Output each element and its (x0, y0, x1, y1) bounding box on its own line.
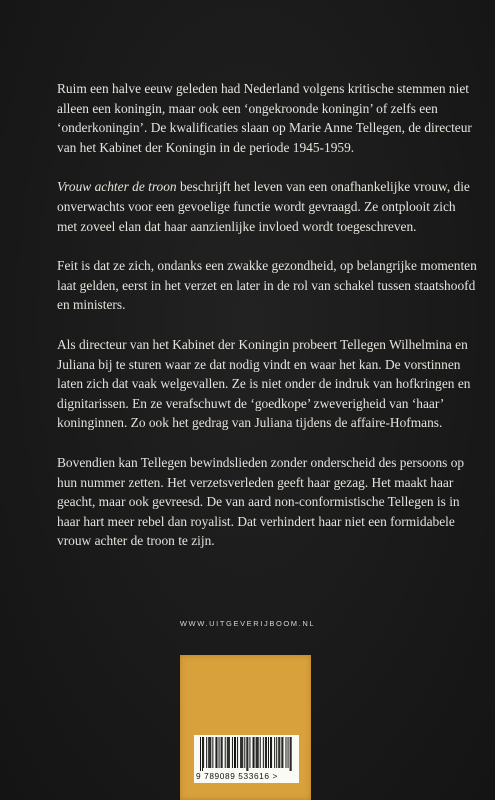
barcode-bar (247, 737, 248, 771)
barcode-bar (274, 737, 275, 768)
book-title-italic: Vrouw achter de troon (57, 179, 177, 195)
blurb-paragraph-1: Ruim een halve eeuw geleden had Nederland volgens kritische stemmen niet alleen een koningin, maar ook een ‘ongekroonde koningin’ of zelfs een ‘onderkoningin’. De kwalificaties slaan op Marie Anne Tellegen, de directeur van het Kabinet der Koningin in de periode 1945-1959. (57, 81, 472, 155)
barcode-bar (291, 737, 292, 771)
barcode-bar (241, 737, 242, 768)
barcode-bar (228, 737, 229, 768)
barcode-sticker (180, 655, 311, 800)
barcode-bar (254, 737, 255, 768)
barcode-bar (202, 737, 203, 771)
barcode-bar (266, 737, 267, 768)
barcode-bar (249, 737, 250, 768)
barcode-bar (225, 737, 226, 768)
barcode-bar (206, 737, 207, 768)
blurb-paragraph-4: Als directeur van het Kabinet der Koningin probeert Tellegen Wilhelmina en Juliana bij te sturen waar ze dat nodig vindt en waar het kan. De vorstinnen laten zich dat vaak welgevallen. Ze is niet onder de indruk van hofkringen en dignitarissen. En ze verafschuwt de ‘goedkope’ zweverigheid van ‘haar’ koninginnen. Zo ook het gedrag van Juliana tijdens de affaire-Hofmans. (57, 336, 471, 431)
barcode-bar (253, 737, 254, 768)
barcode-bar (270, 737, 271, 768)
barcode-bar (290, 737, 291, 771)
blurb-paragraph-3: Feit is dat ze zich, ondanks een zwakke gezondheid, op belangrijke momenten laat gelden, eerst in het verzet en later in de rol van schakel tussen staatshoofd en ministers. (57, 258, 477, 313)
barcode-bar (200, 737, 201, 771)
barcode-bar (212, 737, 213, 768)
barcode-bar (288, 737, 289, 768)
barcode-bar (257, 737, 258, 768)
barcode-bar (210, 737, 211, 768)
barcode-area (194, 735, 299, 783)
barcode-bar (279, 737, 280, 768)
barcode-bar (276, 737, 277, 768)
barcode-bar (268, 737, 269, 768)
barcode-bar (232, 737, 233, 768)
barcode-bar (216, 737, 217, 768)
barcode-bar (209, 737, 210, 768)
publisher-url: WWW.UITGEVERIJBOOM.NL (179, 619, 316, 628)
barcode-bar (229, 737, 230, 768)
barcode-bar (215, 737, 216, 768)
barcode-bar (278, 737, 279, 768)
barcode-bar (234, 737, 235, 768)
barcode-bar (256, 737, 257, 768)
barcode-bar (282, 737, 283, 768)
barcode-bar (285, 737, 286, 768)
barcode-bar (258, 737, 259, 768)
barcode-bar (221, 737, 222, 768)
blurb-paragraph-2-rest: beschrijft het leven van een onafhankelijke vrouw, die onverwachts voor een gevoelige functie wordt gevraagd. Ze ontplooit zich met zoveel elan dat haar aanzienlijke invloed wordt toegeschreven. (57, 179, 470, 234)
barcode-bar (244, 737, 245, 768)
barcode-bar (265, 737, 266, 768)
blurb-paragraph-5: Bovendien kan Tellegen bewindslieden zonder onderscheid des persoons op hun nummer zetten. Het verzetsverleden geeft haar gezag. Het maakt haar geacht, maar ook gevreesd. De van aard non-conformistische Tellegen is in haar hart meer rebel dan royalist. Dat verhindert haar niet een formidabele vrouw achter de troon te zijn. (57, 454, 465, 549)
barcode-bar (222, 737, 223, 768)
barcode-bar (271, 737, 272, 768)
barcode-bar (203, 737, 204, 768)
barcode-bar (281, 737, 282, 768)
blurb-text (57, 79, 477, 571)
barcode-bar (237, 737, 238, 768)
barcode-bar (235, 737, 236, 768)
barcode-bar (242, 737, 243, 768)
barcode-bar (208, 737, 209, 768)
blurb-paragraph-2 (57, 177, 477, 236)
barcode-bars (200, 737, 293, 771)
barcode-bar (240, 737, 241, 768)
barcode-bar (219, 737, 220, 768)
barcode-bar (246, 737, 247, 771)
barcode-bar (227, 737, 228, 768)
barcode-bar (260, 737, 261, 768)
isbn-digits: 9 789089 533616 > (196, 771, 278, 781)
barcode-bar (263, 737, 264, 768)
